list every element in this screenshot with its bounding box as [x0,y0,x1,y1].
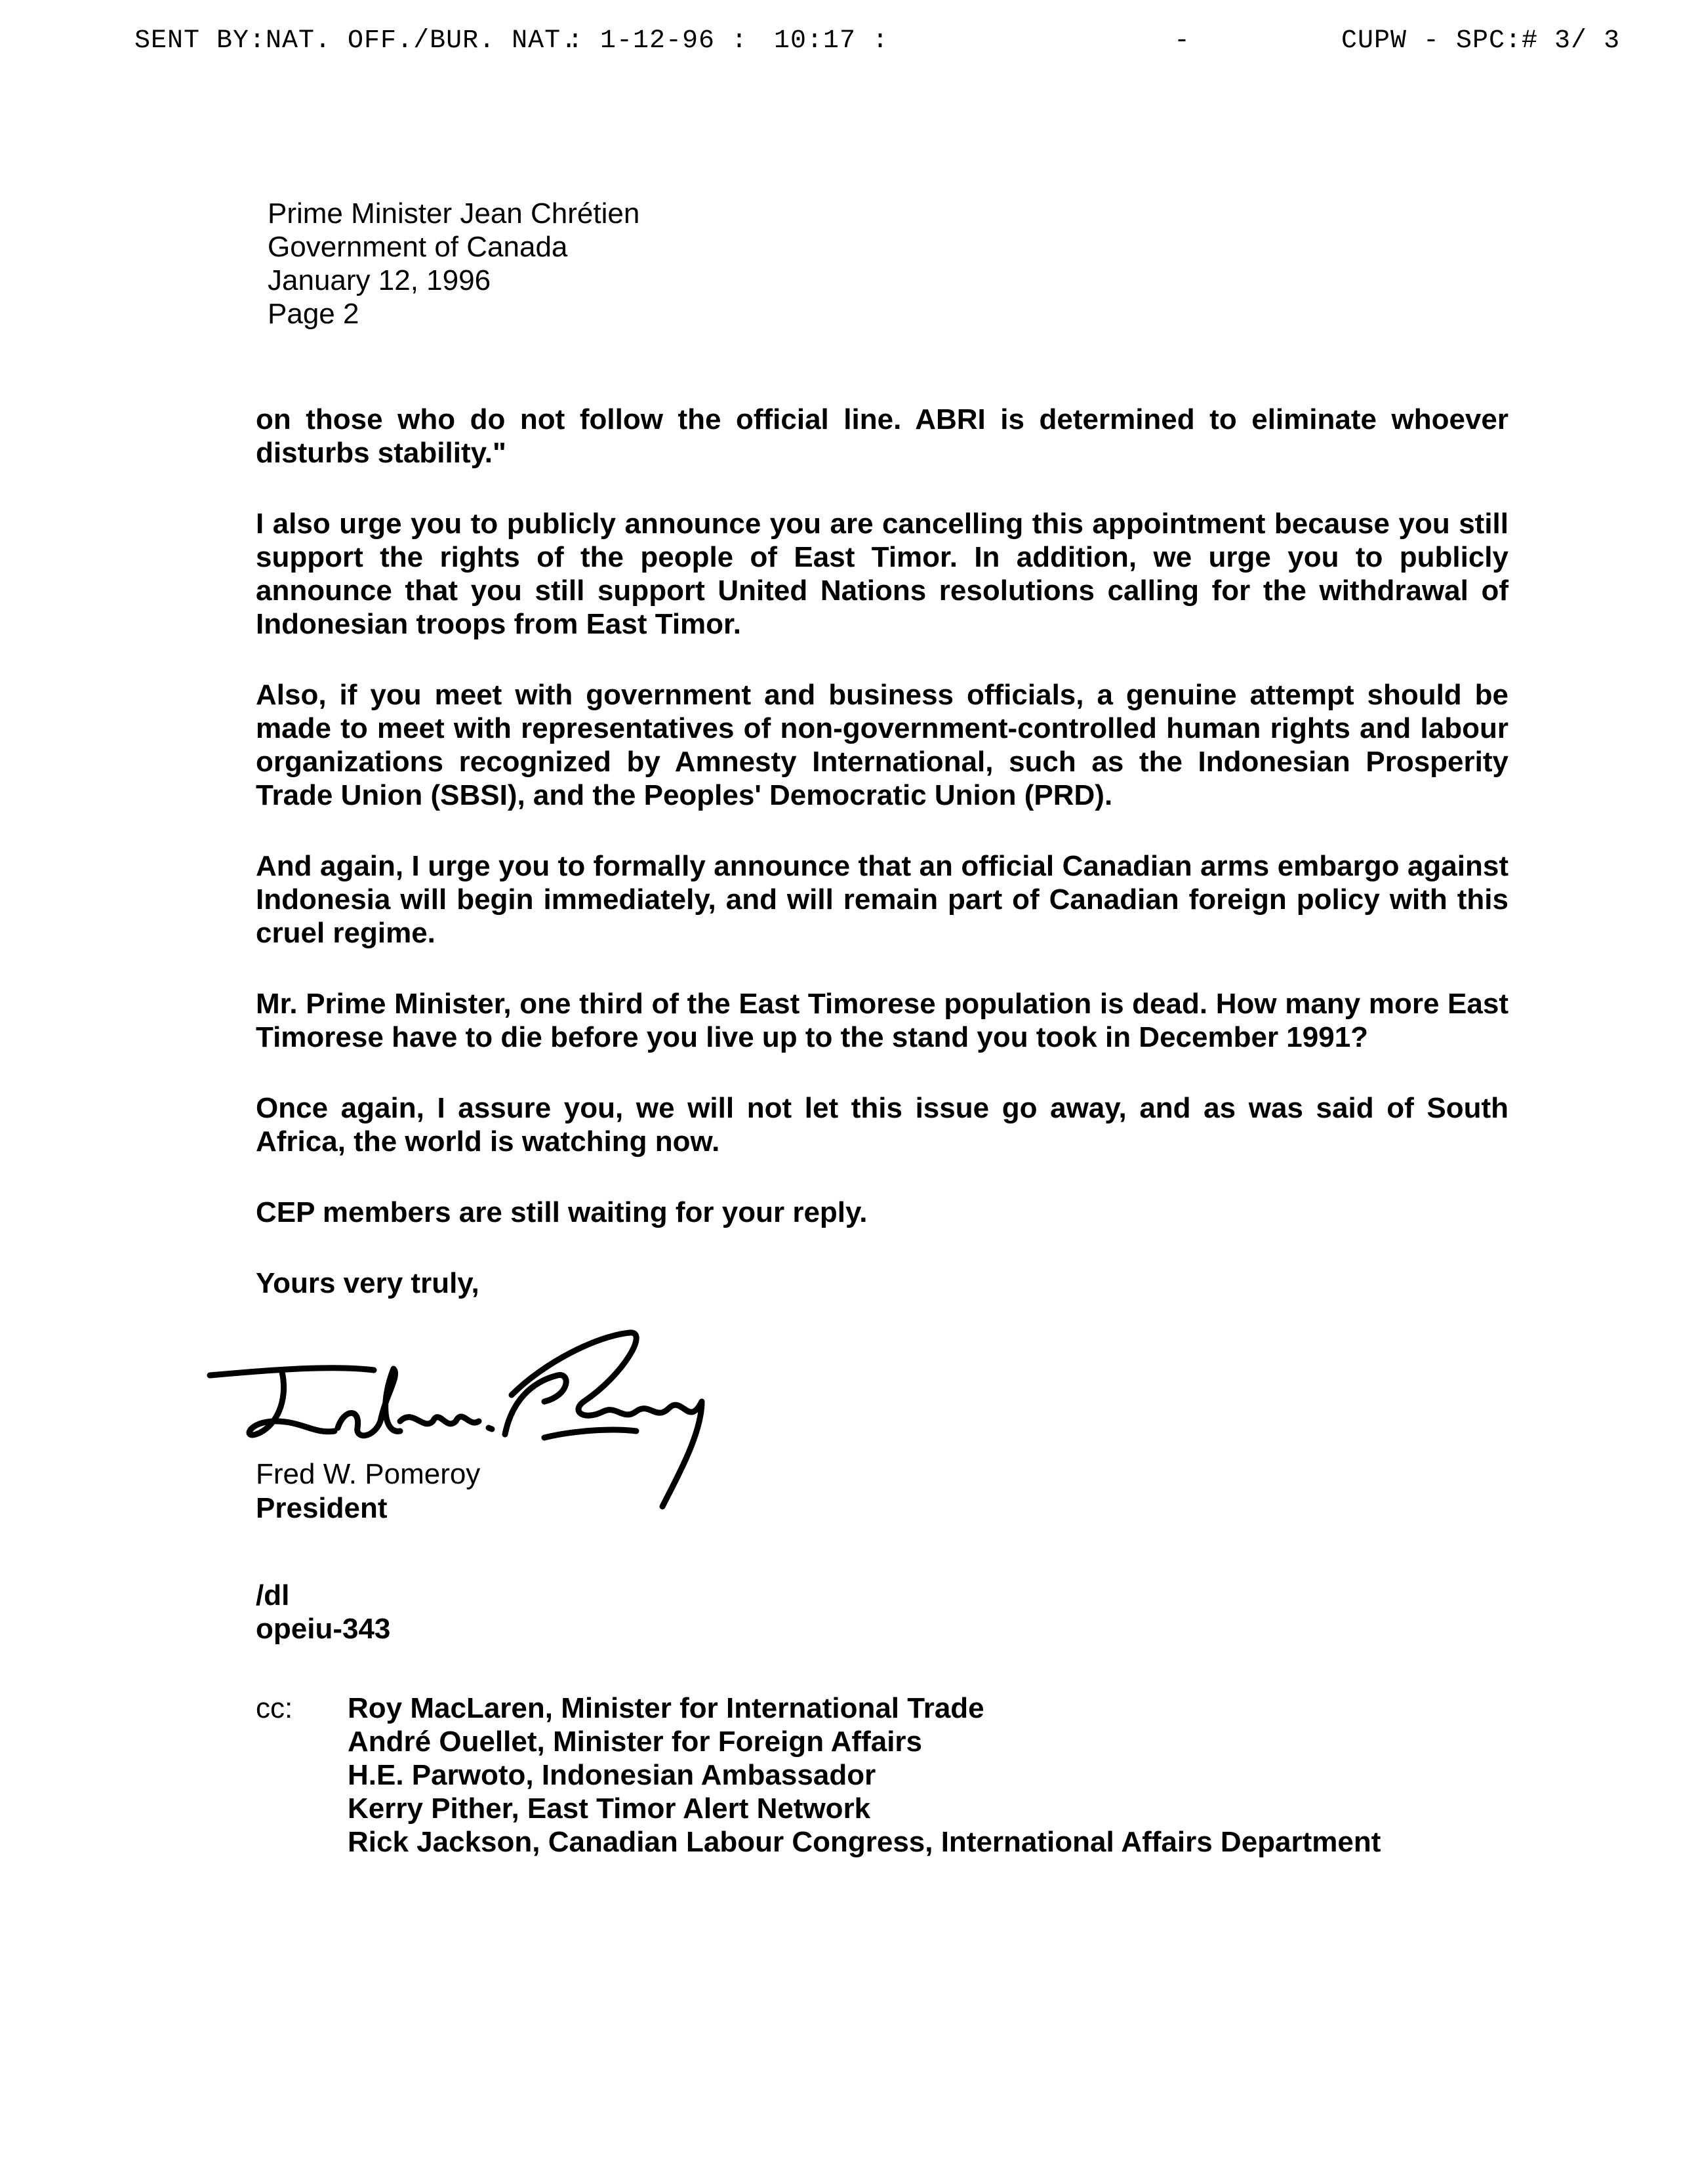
paragraph: CEP members are still waiting for your reply. [256,1196,868,1228]
page-number: Page 2 [268,298,359,330]
recipient-name: Prime Minister Jean Chrétien [268,197,640,230]
cc-recipient: Kerry Pither, East Timor Alert Network [348,1792,871,1825]
signer-title: President [256,1492,388,1524]
signer-name: Fred W. Pomeroy [256,1458,481,1490]
cc-recipient: Roy MacLaren, Minister for International Trade [348,1692,984,1724]
paragraph: on those who do not follow the official line. ABRI is determined to eliminate whoever disturbs stability." [256,403,1508,469]
paragraph: Once again, I assure you, we will not let this issue go away, and as was said of South Africa, the world is watching now. [256,1092,1508,1158]
union-code: opeiu-343 [256,1613,391,1645]
cc-recipient: H.E. Parwoto, Indonesian Ambassador [348,1759,876,1791]
paragraph: I also urge you to publicly announce you are cancelling this appointment because you still support the rights of the people of East Timor. In addition, we urge you to publicly announce that you still support United Nations resolutions calling for the withdrawal of Indonesian troops from East Timor. [256,508,1508,640]
recipient-organization: Government of Canada [268,231,568,263]
fax-dash: - [1174,26,1191,56]
paragraph: And again, I urge you to formally announce that an official Canadian arms embargo against Indonesia will begin immediately, and will remain part of Canadian foreign policy with this cruel regime. [256,850,1508,949]
cc-recipient: André Ouellet, Minister for Foreign Affairs [348,1726,923,1758]
letter-body [256,197,1508,1859]
paragraph: Mr. Prime Minister, one third of the East Timorese population is dead. How many more East Timorese have to die before you live up to the stand you took in December 1991? [256,988,1508,1053]
cc-list [348,1691,1508,1859]
closing-salutation: Yours very truly, [256,1267,479,1299]
cc-block [256,1691,1508,1859]
fax-page-info: CUPW - SPC:# 3/ 3 [1341,26,1621,56]
fax-time: 10:17 : [774,26,889,56]
letter-date: January 12, 1996 [268,264,491,296]
typist-initials: /dl [256,1579,290,1611]
fax-sent-by: SENT BY:NAT. OFF./BUR. NAT. [134,26,578,56]
address-block [268,197,1508,331]
typist-initials-block [256,1579,1508,1646]
paragraph: Also, if you meet with government and business officials, a genuine attempt should be made to meet with representatives of non-government-controlled human rights and labour organizations recognized by Amnesty International, such as the Indonesian Prosperity Trade Union (SBSI), and the Peoples' Democratic Union (PRD). [256,679,1508,811]
fax-date: : 1-12-96 : [567,26,748,56]
signature-block [256,1339,1508,1524]
cc-recipient: Rick Jackson, Canadian Labour Congress, International Affairs Department [348,1826,1381,1858]
cc-label: cc: [256,1692,293,1724]
fax-header [0,26,1700,66]
